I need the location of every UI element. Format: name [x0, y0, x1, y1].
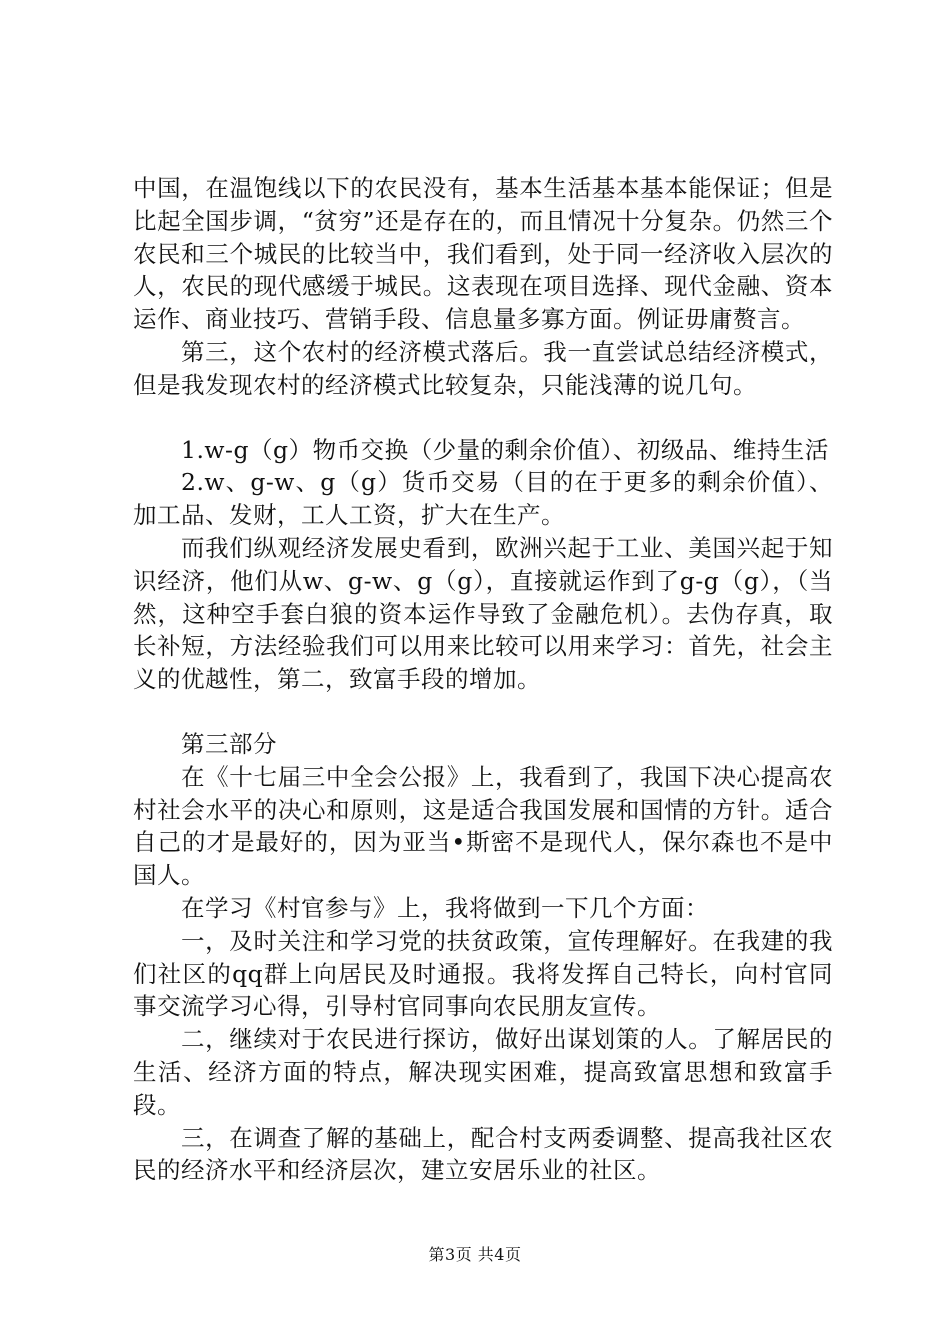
paragraph-spacer — [133, 402, 833, 434]
paragraph-plenum-report: 在《十七届三中全会公报》上，我看到了，我国下决心提高农村社会水平的决心和原则，这是适合我国发展和国情的方针。适合自己的才是最好的，因为亚当•斯密不是现代人，保尔森也不是中国人。 — [133, 762, 833, 890]
paragraph-spacer — [133, 696, 833, 728]
document-body — [133, 172, 833, 1187]
section-heading-part-three: 第三部分 — [181, 729, 277, 758]
paragraph-study-intro: 在学习《村官参与》上，我将做到一下几个方面： — [181, 893, 709, 922]
page-number-footer: 第3页 共4页 — [428, 1245, 522, 1264]
list-item-model-1: 1.w-g（g）物币交换（少量的剩余价值）、初级品、维持生活 — [181, 435, 829, 464]
paragraph-plan-one: 一，及时关注和学习党的扶贫政策，宣传理解好。在我建的我们社区的qq群上向居民及时通报。我将发挥自己特长，向村官同事交流学习心得，引导村官同事向农民朋友宣传。 — [133, 926, 833, 1021]
paragraph-economic-history: 而我们纵观经济发展史看到，欧洲兴起于工业、美国兴起于知识经济，他们从w、g-w、g（g），直接就运作到了g-g（g），（当然，这种空手套白狼的资本运作导致了金融危机）。去伪存真，取长补短，方法经验我们可以用来比较可以用来学习：首先，社会主义的优越性，第二，致富手段的增加。 — [133, 533, 833, 694]
list-item-model-2: 2.w、g-w、g（g）货币交易（目的在于更多的剩余价值）、加工品、发财，工人工资，扩大在生产。 — [133, 468, 833, 530]
paragraph-third-point: 第三，这个农村的经济模式落后。我一直尝试总结经济模式，但是我发现农村的经济模式比较复杂，只能浅薄的说几句。 — [133, 337, 833, 399]
paragraph-rural-comparison: 中国，在温饱线以下的农民没有，基本生活基本基本能保证；但是比起全国步调，“贫穷”还是存在的，而且情况十分复杂。仍然三个农民和三个城民的比较当中，我们看到，处于同一经济收入层次的人，农民的现代感缓于城民。这表现在项目选择、现代金融、资本运作、商业技巧、营销手段、信息量多寡方面。例证毋庸赘言。 — [133, 174, 833, 334]
paragraph-plan-three: 三，在调查了解的基础上，配合村支两委调整、提高我社区农民的经济水平和经济层次，建立安居乐业的社区。 — [133, 1123, 833, 1185]
paragraph-plan-two: 二，继续对于农民进行探访，做好出谋划策的人。了解居民的生活、经济方面的特点，解决现实困难，提高致富思想和致富手段。 — [133, 1025, 833, 1119]
